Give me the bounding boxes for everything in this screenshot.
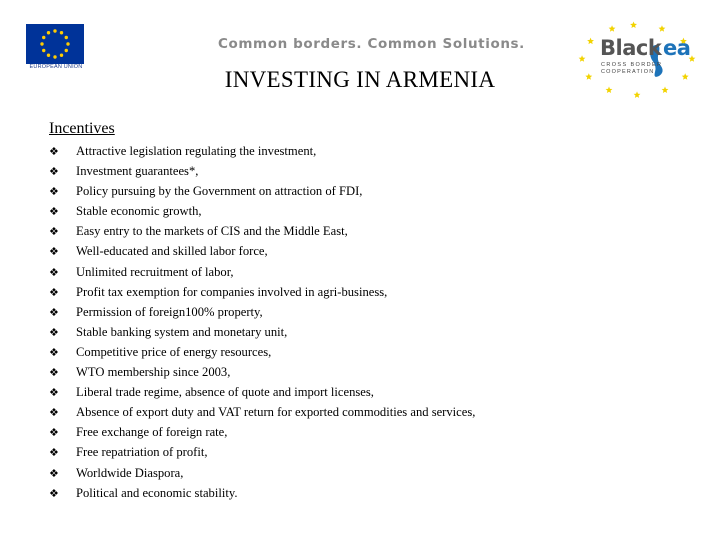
incentive-item xyxy=(49,466,475,486)
incentive-text: WTO membership since 2003, xyxy=(76,365,231,380)
incentive-text: Absence of export duty and VAT return for exported commodities and services, xyxy=(76,405,476,420)
incentive-text: Unlimited recruitment of labor, xyxy=(76,264,234,279)
section-heading: Incentives xyxy=(49,120,115,137)
slogan: Common borders. Common Solutions. xyxy=(218,36,525,52)
diamond-bullet-icon: ❖ xyxy=(49,406,59,420)
diamond-bullet-icon: ❖ xyxy=(49,165,59,179)
incentive-item xyxy=(49,385,475,405)
eu-flag-icon xyxy=(26,24,84,64)
diamond-bullet-icon: ❖ xyxy=(49,245,59,259)
diamond-bullet-icon: ❖ xyxy=(49,345,59,359)
slide-title: INVESTING IN ARMENIA xyxy=(224,67,496,92)
incentive-text: Investment guarantees*, xyxy=(76,164,199,179)
incentive-text: Permission of foreign100% property, xyxy=(76,304,263,319)
incentive-item xyxy=(49,204,475,224)
incentive-text: Free repatriation of profit, xyxy=(76,445,208,460)
incentive-text: Competitive price of energy resources, xyxy=(76,344,272,359)
slide-header xyxy=(0,0,720,110)
diamond-bullet-icon: ❖ xyxy=(49,265,59,279)
diamond-bullet-icon: ❖ xyxy=(49,325,59,339)
incentive-item xyxy=(49,445,475,465)
incentive-item xyxy=(49,144,475,164)
incentive-item xyxy=(49,184,475,204)
incentive-item xyxy=(49,405,475,425)
incentive-text: Attractive legislation regulating the investment, xyxy=(76,144,317,158)
eu-caption: EUROPEAN UNION xyxy=(29,64,83,70)
incentive-text: Worldwide Diaspora, xyxy=(76,465,184,480)
diamond-bullet-icon: ❖ xyxy=(49,185,59,199)
incentive-item xyxy=(49,305,475,325)
incentive-text: Liberal trade regime, absence of quote and import licenses, xyxy=(76,385,374,400)
incentive-text: Free exchange of foreign rate, xyxy=(76,425,228,440)
incentive-list xyxy=(49,144,475,506)
diamond-bullet-icon: ❖ xyxy=(49,305,59,319)
incentive-item xyxy=(49,164,475,184)
diamond-bullet-icon: ❖ xyxy=(49,466,59,480)
black-sea-logo-subtitle-1: CROSS BORDER xyxy=(601,62,663,68)
incentive-item xyxy=(49,425,475,445)
diamond-bullet-icon: ❖ xyxy=(49,486,59,500)
incentive-item xyxy=(49,285,475,305)
incentive-text: Well-educated and skilled labor force, xyxy=(76,244,268,259)
incentive-text: Profit tax exemption for companies involved in agri-business, xyxy=(76,284,388,299)
incentive-text: Stable economic growth, xyxy=(76,204,202,219)
black-sea-logo-subtitle-2: COOPERATION xyxy=(601,69,655,75)
incentive-item xyxy=(49,244,475,264)
incentive-item xyxy=(49,325,475,345)
incentive-item xyxy=(49,265,475,285)
incentive-text: Policy pursuing by the Government on attraction of FDI, xyxy=(76,184,363,199)
incentive-item xyxy=(49,486,475,506)
diamond-bullet-icon: ❖ xyxy=(49,386,59,400)
diamond-bullet-icon: ❖ xyxy=(49,446,59,460)
diamond-bullet-icon: ❖ xyxy=(49,426,59,440)
diamond-bullet-icon: ❖ xyxy=(49,145,59,158)
incentive-item xyxy=(49,345,475,365)
diamond-bullet-icon: ❖ xyxy=(49,366,59,380)
diamond-bullet-icon: ❖ xyxy=(49,285,59,299)
black-sea-logo-word-black: Black xyxy=(600,36,662,60)
incentive-text: Political and economic stability. xyxy=(76,485,238,500)
black-sea-logo-word-sea: ea xyxy=(663,36,691,60)
incentive-item xyxy=(49,224,475,244)
diamond-bullet-icon: ❖ xyxy=(49,225,59,239)
incentive-text: Stable banking system and monetary unit, xyxy=(76,324,288,339)
incentive-item xyxy=(49,365,475,385)
diamond-bullet-icon: ❖ xyxy=(49,205,59,219)
incentive-text: Easy entry to the markets of CIS and the Middle East, xyxy=(76,224,348,239)
